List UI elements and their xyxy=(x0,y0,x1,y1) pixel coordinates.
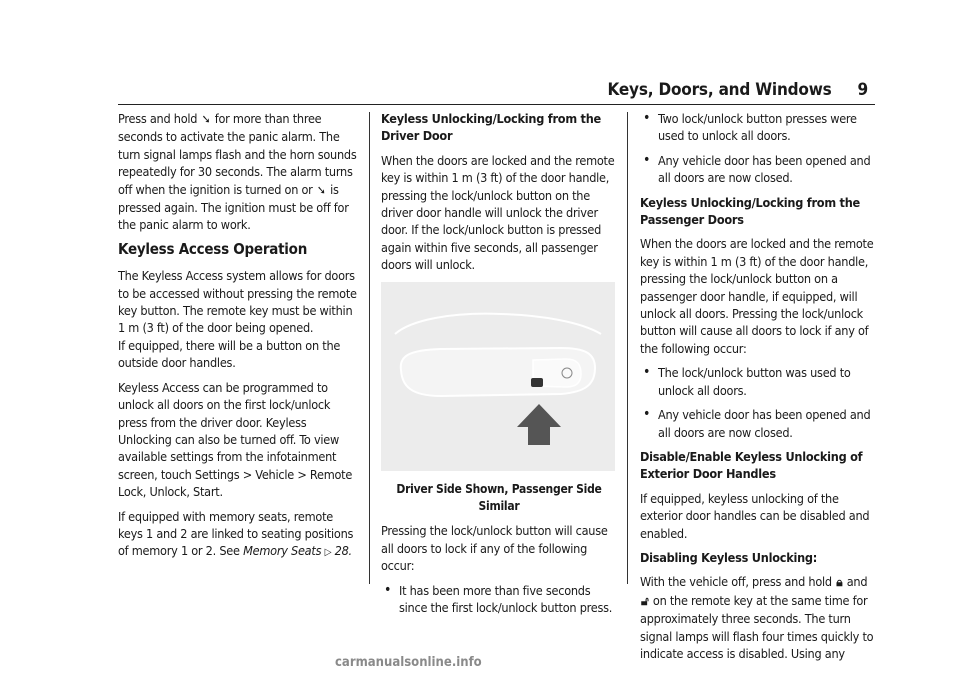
panic-paragraph: Press and hold ➘ for more than three seconds to activate the panic alarm. The turn signal lamps flash and the horn sounds repeatedly for 30 seconds. The alarm turns off when the ignition is turned on or ➘ is pressed again. The ignition must be off for the panic alarm to work. xyxy=(118,111,357,233)
header-rule xyxy=(118,104,875,105)
disable-paragraph: With the vehicle off, press and hold 🔒︎ and 🔓︎ on the remote key at the same time for approximately three seconds. The turn signal lamps will flash four times quickly to indicate access is disabled. Using any xyxy=(640,574,874,661)
list-item: • Two lock/unlock button presses were used to unlock all doors. xyxy=(640,110,876,145)
section-heading: Keyless Access Operation xyxy=(118,239,308,258)
door-handle-illustration xyxy=(381,282,615,471)
subheading: Keyless Unlocking/Locking from the Driver Door xyxy=(381,111,601,144)
column-1 xyxy=(118,110,358,569)
list-item: • Any vehicle door has been opened and all doors are now closed. xyxy=(640,152,876,187)
column-divider xyxy=(627,112,628,584)
subheading: Keyless Unlocking/Locking from the Passenger Doors xyxy=(640,194,860,228)
subheading: Disabling Keyless Unlocking: xyxy=(640,549,818,565)
paragraph: When the doors are locked and the remote key is within 1 m (3 ft) of the door handle, pressing the lock/unlock button on the driver door handle will unlock the driver door. If the lock/unlock button is pressed again within five seconds, all passenger doors will unlock. xyxy=(381,152,615,273)
paragraph: The Keyless Access system allows for doors to be accessed without pressing the remote key button. The remote key must be within 1 m (3 ft) of the door being opened. xyxy=(118,268,357,336)
paragraph: When the doors are locked and the remote key is within 1 m (3 ft) of the door handle, pressing the lock/unlock button on a passenger door handle, if equipped, will unlock all doors. Pressing the lock/unlock button will cause all doors to lock if any of the following occur: xyxy=(640,236,874,356)
column-2 xyxy=(381,110,617,624)
list-item: • It has been more than five seconds since the first lock/unlock button press. xyxy=(381,582,617,617)
memory-seats-paragraph: If equipped with memory seats, remote keys 1 and 2 are linked to seating positions of memory 1 or 2. See Memory Seats ▷ 28. xyxy=(118,508,354,559)
page-header xyxy=(608,80,868,100)
panic-horn-icon: ➘ xyxy=(201,112,211,126)
column-divider xyxy=(369,112,370,584)
memory-seats-link[interactable]: Memory Seats xyxy=(243,543,322,559)
door-handle-drawing xyxy=(381,282,615,471)
arrow-up-icon xyxy=(517,404,561,445)
figure-caption: Driver Side Shown, Passenger Side Similar xyxy=(396,481,602,514)
unlock-icon: 🔓︎ xyxy=(641,593,649,608)
paragraph: If equipped, there will be a button on the outside door handles. xyxy=(118,337,341,371)
column-3 xyxy=(640,110,876,669)
paragraph: If equipped, keyless unlocking of the exterior door handles can be disabled and enabled. xyxy=(640,490,870,541)
page-ref[interactable]: 28. xyxy=(334,543,352,559)
list-item: • Any vehicle door has been opened and all doors are now closed. xyxy=(640,406,876,441)
page-ref-arrow-icon: ▷ xyxy=(324,547,332,559)
section-title: Keys, Doors, and Windows xyxy=(607,80,832,100)
paragraph: Keyless Access can be programmed to unlock all doors on the first lock/unlock press from the driver door. Keyless Unlocking can also be turned off. To view available settings from the infotainment screen, touch Settings > Vehicle > Remote Lock, Unlock, Start. xyxy=(118,379,353,500)
lock-icon: 🔒︎ xyxy=(836,575,843,590)
watermark: carmanualsonline.info xyxy=(335,655,482,670)
subheading: Disable/Enable Keyless Unlocking of Exterior Door Handles xyxy=(640,448,863,482)
paragraph: Pressing the lock/unlock button will cause all doors to lock if any of the following occur: xyxy=(381,523,608,574)
page-number: 9 xyxy=(857,80,868,100)
panic-horn-icon: ➘ xyxy=(316,182,326,197)
list-item: • The lock/unlock button was used to unlock all doors. xyxy=(640,364,876,399)
lock-unlock-button xyxy=(531,378,543,387)
